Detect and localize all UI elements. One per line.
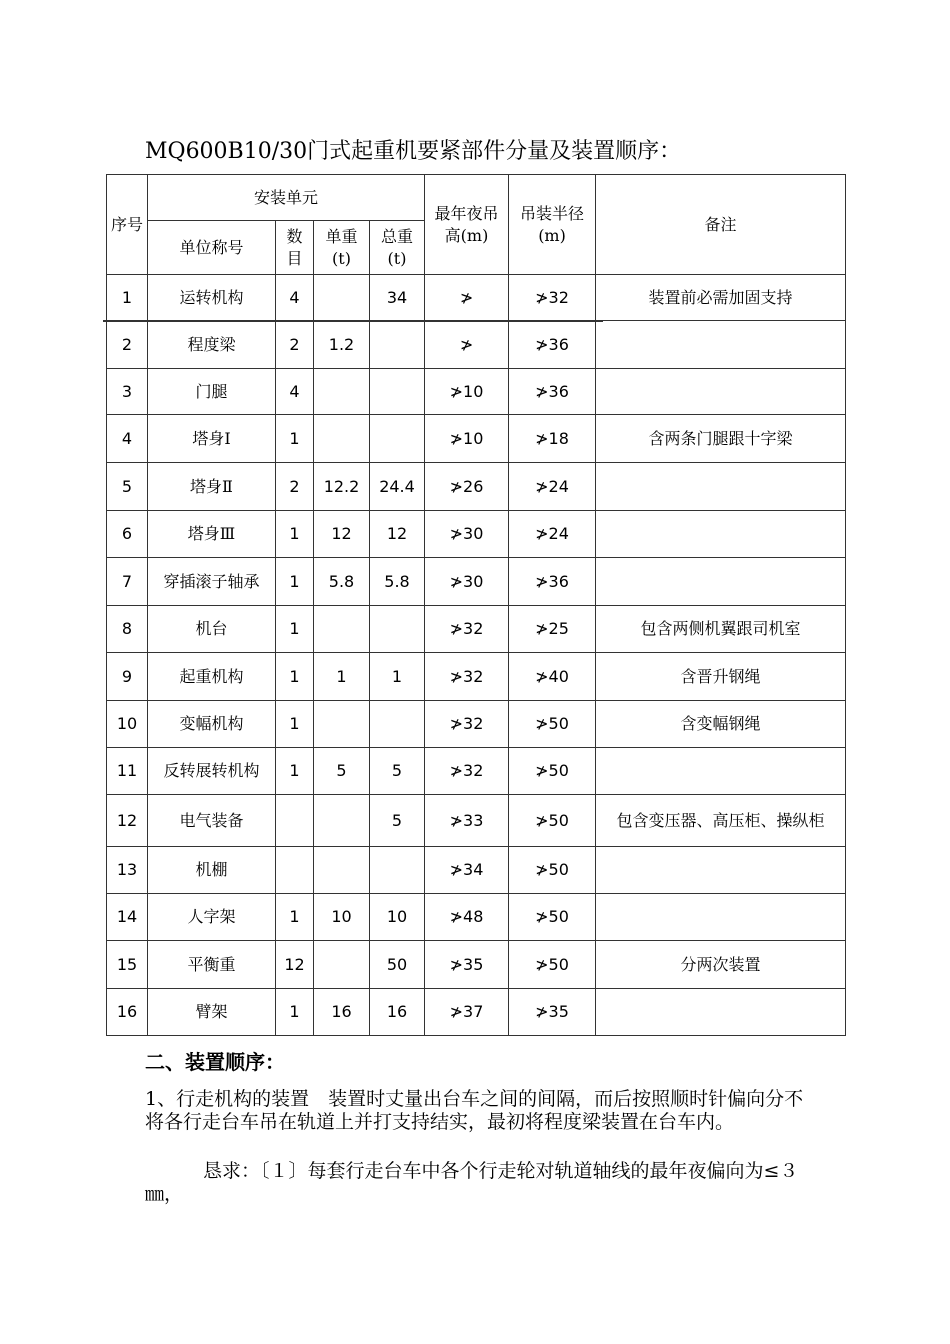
header-total-weight: 总重(t) — [370, 221, 425, 275]
cell-name: 机台 — [148, 606, 276, 653]
cell-radius: ≯24 — [509, 463, 596, 511]
cell-unit-weight: 1.2 — [314, 321, 370, 369]
cell-total-weight — [370, 606, 425, 653]
cell-radius: ≯24 — [509, 511, 596, 558]
cell-no: 10 — [107, 701, 148, 748]
cell-unit-weight — [314, 369, 370, 415]
table-row — [107, 511, 846, 558]
cell-count: 1 — [276, 748, 314, 795]
cell-name: 塔身Ⅱ — [148, 463, 276, 511]
cell-unit-weight: 16 — [314, 989, 370, 1036]
cell-total-weight: 5 — [370, 795, 425, 847]
cell-remark — [596, 511, 846, 558]
cell-unit-weight — [314, 941, 370, 989]
cell-radius: ≯40 — [509, 653, 596, 701]
cell-unit-weight: 1 — [314, 653, 370, 701]
cell-radius: ≯25 — [509, 606, 596, 653]
cell-remark: 包含变压器、高压柜、操纵柜 — [596, 795, 846, 847]
cell-height: ≯34 — [425, 847, 509, 894]
cell-total-weight: 1 — [370, 653, 425, 701]
cell-count: 1 — [276, 558, 314, 606]
cell-height: ≯32 — [425, 701, 509, 748]
cell-no: 9 — [107, 653, 148, 701]
table-row — [107, 415, 846, 463]
cell-total-weight: 50 — [370, 941, 425, 989]
table-row — [107, 748, 846, 795]
cell-count: 1 — [276, 606, 314, 653]
cell-remark: 装置前必需加固支持 — [596, 275, 846, 321]
table-row — [107, 795, 846, 847]
cell-count: 4 — [276, 275, 314, 321]
paragraph-1: 1、行走机构的装置 装置时丈量出台车之间的间隔，而后按照顺时针偏向分不将各行走台车吊在轨道上并打支持结实，最初将程度梁装置在台车内。 — [145, 1088, 804, 1133]
cell-name: 电气装备 — [148, 795, 276, 847]
cell-total-weight: 10 — [370, 894, 425, 941]
cell-unit-weight: 12 — [314, 511, 370, 558]
header-height: 最年夜吊高(m) — [425, 175, 509, 275]
cell-radius: ≯35 — [509, 989, 596, 1036]
cell-no: 7 — [107, 558, 148, 606]
cell-radius: ≯50 — [509, 847, 596, 894]
cell-total-weight — [370, 321, 425, 369]
cell-remark — [596, 321, 846, 369]
cell-total-weight: 12 — [370, 511, 425, 558]
cell-no: 15 — [107, 941, 148, 989]
cell-no: 14 — [107, 894, 148, 941]
cell-remark — [596, 847, 846, 894]
section-heading: 二、装置顺序： — [145, 1050, 285, 1074]
cell-height: ≯10 — [425, 415, 509, 463]
table-row — [107, 941, 846, 989]
cell-remark — [596, 748, 846, 795]
cell-height: ≯48 — [425, 894, 509, 941]
cell-count: 12 — [276, 941, 314, 989]
header-row-1 — [107, 175, 846, 221]
cell-height: ≯32 — [425, 606, 509, 653]
cell-name: 运转机构 — [148, 275, 276, 321]
cell-total-weight: 5.8 — [370, 558, 425, 606]
cell-height: ≯32 — [425, 748, 509, 795]
cell-height: ≯26 — [425, 463, 509, 511]
header-unit-weight: 单重(t) — [314, 221, 370, 275]
cell-no: 4 — [107, 415, 148, 463]
cell-no: 13 — [107, 847, 148, 894]
cell-radius: ≯50 — [509, 941, 596, 989]
table-row — [107, 558, 846, 606]
cell-unit-weight: 10 — [314, 894, 370, 941]
header-unit-name: 单位称号 — [148, 221, 276, 275]
table-row — [107, 463, 846, 511]
cell-name: 人字架 — [148, 894, 276, 941]
cell-remark — [596, 369, 846, 415]
cell-remark — [596, 463, 846, 511]
cell-height: ≯10 — [425, 369, 509, 415]
cell-count — [276, 847, 314, 894]
cell-name: 臂架 — [148, 989, 276, 1036]
cell-remark — [596, 989, 846, 1036]
cell-height: ≯32 — [425, 653, 509, 701]
cell-no: 6 — [107, 511, 148, 558]
cell-no: 11 — [107, 748, 148, 795]
table-row — [107, 894, 846, 941]
cell-name: 反转展转机构 — [148, 748, 276, 795]
cell-total-weight: 16 — [370, 989, 425, 1036]
header-count: 数目 — [276, 221, 314, 275]
cell-count — [276, 795, 314, 847]
cell-height: ≯ — [425, 275, 509, 321]
cell-name: 平衡重 — [148, 941, 276, 989]
table-row — [107, 606, 846, 653]
document-title: MQ600B10/30门式起重机要紧部件分量及装置顺序： — [145, 139, 682, 164]
cell-remark — [596, 894, 846, 941]
cell-count: 1 — [276, 653, 314, 701]
cell-unit-weight — [314, 606, 370, 653]
cell-unit-weight — [314, 415, 370, 463]
cell-unit-weight: 5 — [314, 748, 370, 795]
table-row — [107, 989, 846, 1036]
cell-count: 1 — [276, 989, 314, 1036]
cell-height: ≯33 — [425, 795, 509, 847]
cell-height: ≯35 — [425, 941, 509, 989]
cell-total-weight — [370, 701, 425, 748]
cell-radius: ≯50 — [509, 701, 596, 748]
header-radius: 吊装半径(m) — [509, 175, 596, 275]
cell-unit-weight — [314, 275, 370, 321]
header-unit-group: 安装单元 — [148, 175, 425, 221]
cell-count: 2 — [276, 463, 314, 511]
cell-height: ≯30 — [425, 558, 509, 606]
cell-total-weight — [370, 847, 425, 894]
cell-name: 穿插滚子轴承 — [148, 558, 276, 606]
cell-total-weight — [370, 369, 425, 415]
cell-no: 3 — [107, 369, 148, 415]
cell-name: 塔身Ⅰ — [148, 415, 276, 463]
cell-height: ≯30 — [425, 511, 509, 558]
cell-total-weight: 5 — [370, 748, 425, 795]
cell-total-weight — [370, 415, 425, 463]
cell-total-weight: 24.4 — [370, 463, 425, 511]
cell-unit-weight — [314, 795, 370, 847]
cell-total-weight: 34 — [370, 275, 425, 321]
cell-no: 8 — [107, 606, 148, 653]
cell-height: ≯37 — [425, 989, 509, 1036]
table-artifact-line — [103, 320, 603, 322]
cell-name: 机棚 — [148, 847, 276, 894]
cell-count: 4 — [276, 369, 314, 415]
paragraph-2: 恳求：〔１〕每套行走台车中各个行走轮对轨道轴线的最年夜偏向为≤３㎜， — [145, 1160, 799, 1205]
cell-count: 1 — [276, 415, 314, 463]
cell-remark: 含变幅钢绳 — [596, 701, 846, 748]
cell-remark: 含两条门腿跟十字梁 — [596, 415, 846, 463]
cell-name: 门腿 — [148, 369, 276, 415]
cell-count: 1 — [276, 511, 314, 558]
cell-name: 塔身Ⅲ — [148, 511, 276, 558]
cell-count: 1 — [276, 701, 314, 748]
table-row — [107, 321, 846, 369]
components-table — [106, 174, 846, 1036]
cell-count: 1 — [276, 894, 314, 941]
cell-radius: ≯36 — [509, 369, 596, 415]
cell-unit-weight — [314, 701, 370, 748]
cell-radius: ≯18 — [509, 415, 596, 463]
cell-name: 程度梁 — [148, 321, 276, 369]
cell-no: 16 — [107, 989, 148, 1036]
cell-name: 起重机构 — [148, 653, 276, 701]
cell-radius: ≯50 — [509, 795, 596, 847]
table-row — [107, 653, 846, 701]
cell-height: ≯ — [425, 321, 509, 369]
cell-radius: ≯50 — [509, 894, 596, 941]
header-seq: 序号 — [107, 175, 148, 275]
cell-unit-weight: 12.2 — [314, 463, 370, 511]
table-row — [107, 847, 846, 894]
cell-remark: 包含两侧机翼跟司机室 — [596, 606, 846, 653]
cell-no: 12 — [107, 795, 148, 847]
cell-radius: ≯32 — [509, 275, 596, 321]
table-row — [107, 701, 846, 748]
cell-name: 变幅机构 — [148, 701, 276, 748]
cell-no: 1 — [107, 275, 148, 321]
cell-no: 5 — [107, 463, 148, 511]
cell-remark — [596, 558, 846, 606]
cell-radius: ≯36 — [509, 321, 596, 369]
cell-unit-weight: 5.8 — [314, 558, 370, 606]
cell-count: 2 — [276, 321, 314, 369]
cell-remark: 含晋升钢绳 — [596, 653, 846, 701]
cell-radius: ≯50 — [509, 748, 596, 795]
table-row — [107, 369, 846, 415]
header-remark: 备注 — [596, 175, 846, 275]
cell-no: 2 — [107, 321, 148, 369]
cell-unit-weight — [314, 847, 370, 894]
table-row — [107, 275, 846, 321]
cell-remark: 分两次装置 — [596, 941, 846, 989]
cell-radius: ≯36 — [509, 558, 596, 606]
